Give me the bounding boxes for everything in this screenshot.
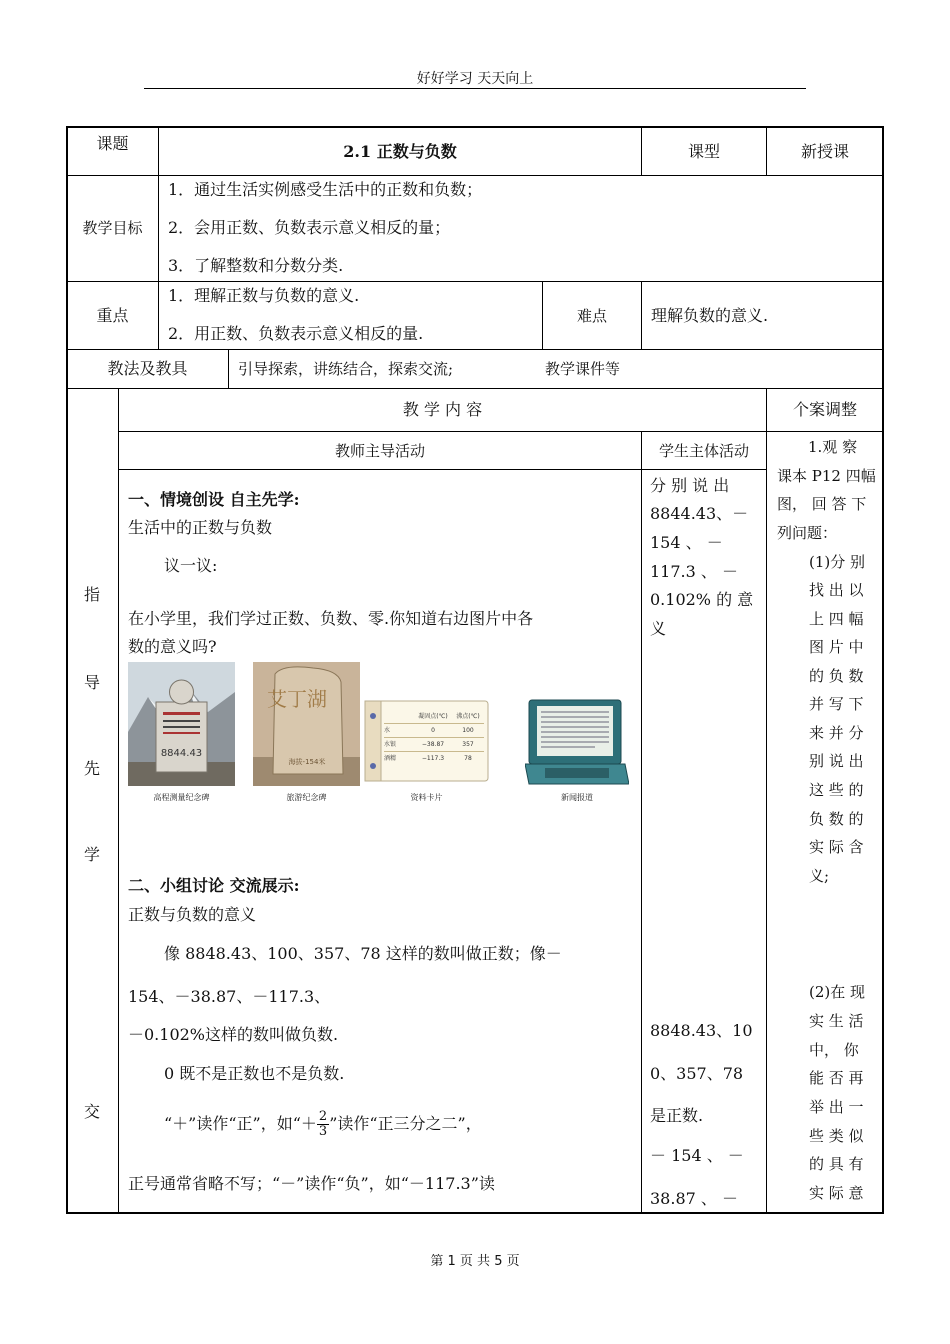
question-line: 数的意义吗? [128,637,217,656]
section1-title: 一、情境创设 自主先学: [128,490,300,509]
focus-item: 1．理解正数与负数的意义. [168,286,360,305]
adjust-line: 的 具 有 [809,1155,864,1173]
caption: 资料卡片 [410,793,443,802]
lake-name: 艾丁湖 [267,687,327,711]
kexing-label: 课型 [687,142,720,161]
goals-label: 教学目标 [82,219,143,237]
page-footer: 第 1 页 共 5 页 [430,1254,520,1269]
adjust-line: 课本 P12 四幅 [777,467,876,485]
goal-item: 2．会用正数、负数表示意义相反的量； [168,218,451,237]
student-line: － 154 、 － [650,1146,744,1165]
goal-item: 3．了解整数和分数分类. [168,256,344,275]
adjust-line: 中， 你 [809,1041,859,1059]
adjust-line: 找 出 以 [809,581,864,599]
news-laptop [525,698,629,786]
student-line: 是正数. [650,1106,704,1125]
side-label-char: 交 [84,1102,101,1121]
keti-label: 课题 [96,134,129,153]
adjust-line: 些 类 似 [809,1127,864,1145]
focus-item: 2．用正数、负数表示意义相反的量. [168,324,424,343]
card-cell: −38.87 [421,741,445,748]
adjust-line: 并 写 下 [809,695,864,713]
adjust-header: 个案调整 [792,400,857,419]
student-line: 0.102% 的 意 [650,590,754,609]
paragraph-line: 154、－38.87、－117.3、 [128,987,331,1006]
content-header: 教 学 内 容 [402,400,483,419]
adjust-line: 图 片 中 [809,638,864,656]
kexing-value: 新授课 [800,142,849,161]
card-cell: 水银 [384,741,397,748]
caption: 新闻报道 [561,793,593,802]
card-header: 凝固点(℃) [418,713,448,720]
lesson-title: 2.1 正数与负数 [343,142,457,161]
fraction-numerator: 2 [318,1109,328,1124]
paragraph-line: 0 既不是正数也不是负数. [164,1064,345,1083]
teacher-header: 教师主导活动 [334,442,425,460]
adjust-line: 义; [809,867,830,885]
card-cell: 酒精 [384,755,397,762]
plus-reading: “＋”读作“正”，如“＋ [164,1114,317,1133]
data-card [364,700,489,782]
monument-number: 8844.43 [160,748,203,759]
card-cell: 78 [464,755,472,762]
student-header: 学生主体活动 [658,442,749,460]
student-line: 154 、 － [650,533,723,552]
student-line: 义 [650,619,667,638]
side-label-char: 先 [84,759,101,778]
adjust-line: 能 否 再 [809,1069,864,1087]
paragraph-line: 像 8848.43、100、357、78 这样的数叫做正数；像－ [164,944,562,963]
adjust-line: 这 些 的 [809,781,864,799]
adjust-line: 1.观 察 [808,438,858,456]
difficulty-value: 理解负数的意义. [651,306,769,325]
student-line: 0、357、78 [650,1064,744,1083]
lake-altitude: 海拔-154米 [288,758,326,766]
monument-photo [128,662,235,786]
plus-reading-end: ”读作“正三分之二”， [329,1114,482,1133]
cell-adjust-header [766,388,884,432]
section2-subtitle: 正数与负数的意义 [128,905,257,924]
adjust-line: 实 际 含 [809,838,864,856]
adjust-line: (1)分 别 [809,553,866,571]
student-line: 38.87 、 － [650,1189,738,1208]
adjust-line: 的 负 数 [809,667,864,685]
cell-teacher [118,469,642,1214]
student-line: 117.3 、 － [650,562,738,581]
paragraph-line: －0.102%这样的数叫做负数. [128,1025,339,1044]
adjust-line: 图， 回 答 下 [777,495,867,513]
page-header: 好好学习 天天向上 [416,71,534,87]
cell-side-label [66,388,119,1214]
adjust-line: 举 出 一 [809,1098,864,1116]
card-cell: −117.3 [421,755,445,762]
adjust-line: 别 说 出 [809,752,864,770]
caption: 旅游纪念碑 [286,793,327,802]
card-header: 沸点(℃) [456,713,480,720]
fraction [317,1110,329,1139]
question-line: 在小学里，我们学过正数、负数、零.你知道右边图片中各 [128,609,534,628]
adjust-line: 来 并 分 [809,724,864,742]
difficulty-label: 难点 [576,307,607,325]
adjust-line: 实 生 活 [809,1012,864,1030]
side-label-char: 指 [84,585,101,604]
method-value: 引导探索，讲练结合，探索交流; [238,360,454,378]
section1-subtitle: 生活中的正数与负数 [128,518,273,537]
student-line: 8844.43、－ [650,504,749,523]
adjust-line: (2)在 现 [809,983,866,1001]
fraction-denominator: 3 [318,1124,328,1139]
method-tools: 教学课件等 [545,360,621,378]
section2-title: 二、小组讨论 交流展示: [128,876,300,895]
adjust-line: 实 际 意 [809,1184,864,1202]
adjust-line: 上 四 幅 [809,610,864,628]
side-label-char: 导 [84,673,101,692]
focus-label: 重点 [96,306,129,325]
adjust-line: 列问题： [777,524,838,542]
card-cell: 357 [462,741,474,748]
goal-item: 1．通过生活实例感受生活中的正数和负数； [168,180,483,199]
card-cell: 0 [431,727,435,734]
header-divider [144,88,806,89]
card-cell: 100 [462,727,474,734]
student-line: 8848.43、10 [650,1021,753,1040]
caption: 高程测量纪念碑 [153,793,210,802]
card-cell: 水 [384,727,391,734]
paragraph-line [164,1106,482,1142]
side-label-char: 学 [84,845,101,864]
discuss-label: 议一议: [164,556,218,575]
student-line: 分 别 说 出 [650,476,730,495]
method-label: 教法及教具 [107,359,188,378]
lake-stone-photo [253,662,360,786]
paragraph-line: 正号通常省略不写；“－”读作“负”，如“－117.3”读 [128,1174,495,1193]
adjust-line: 负 数 的 [809,810,864,828]
